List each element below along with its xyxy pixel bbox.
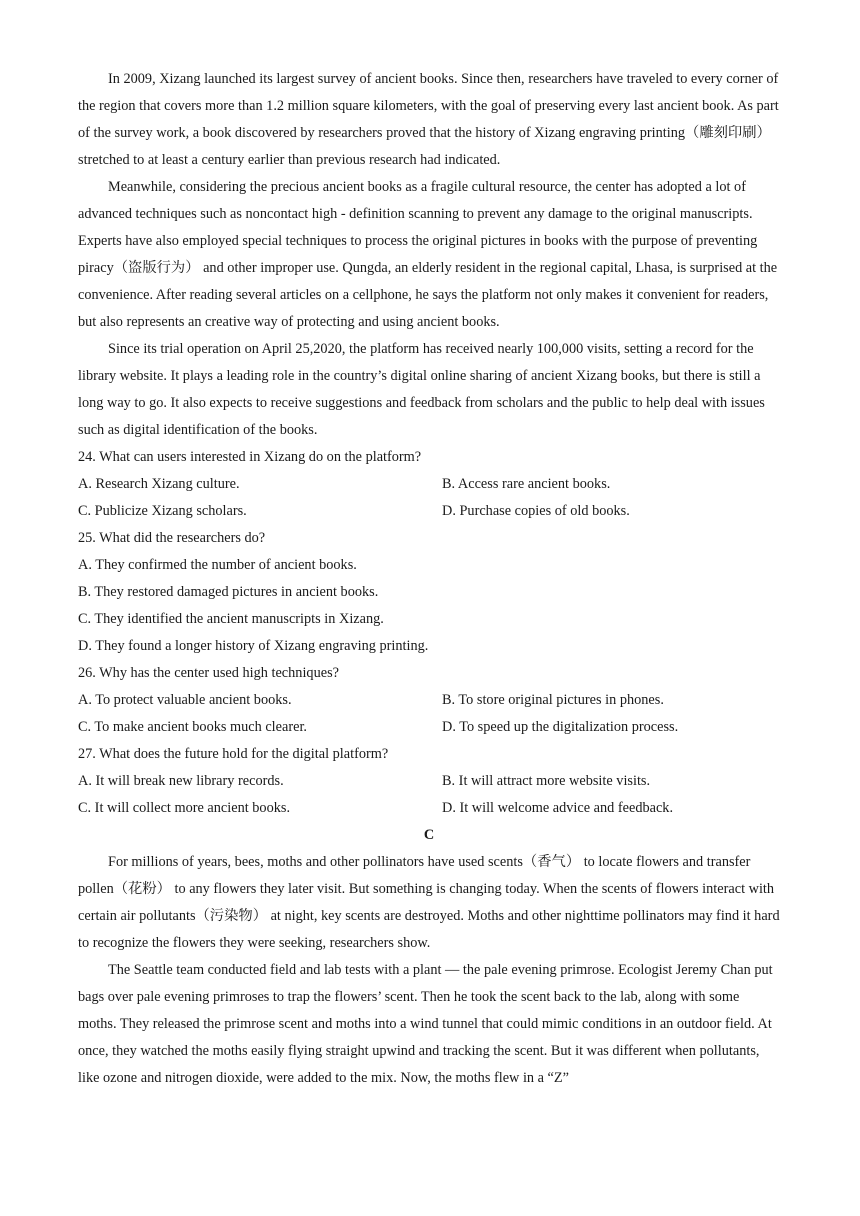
- option-b: B. It will attract more website visits.: [442, 773, 651, 789]
- passage-b-paragraph-3: Since its trial operation on April 25,2020, the platform has received nearly 100,000 visits, setting a record for the library website. It plays a leading role in the country’s digital online sharing of ancient Xizang books, but there is still a long way to go. It also expects to receive suggestions and feedback from scholars and the public to help deal with issues such as digital identification of the books.: [78, 341, 765, 438]
- option-row: [78, 768, 780, 795]
- option-a: A. To protect valuable ancient books.: [78, 692, 292, 708]
- option-d: D. To speed up the digitalization process.: [442, 719, 679, 735]
- option-b: B. Access rare ancient books.: [442, 476, 611, 492]
- option-c: C. It will collect more ancient books.: [78, 800, 291, 816]
- option-d: D. It will welcome advice and feedback.: [442, 800, 674, 816]
- question-25: [78, 525, 780, 660]
- passage-c-paragraph-1: For millions of years, bees, moths and other pollinators have used scents（香气） to locate flowers and transfer pollen（花粉） to any flowers they later visit. But something is changing today. When the scents of flowers interact with certain air pollutants（污染物） at night, key scents are destroyed. Moths and other nighttime pollinators may find it hard to recognize the flowers they were seeking, researchers show.: [78, 854, 780, 951]
- option-row: [78, 471, 780, 498]
- option-row: [78, 687, 780, 714]
- option-row: [78, 498, 780, 525]
- section-title: C: [423, 827, 435, 843]
- question-27: [78, 741, 780, 822]
- option-row: [78, 795, 780, 822]
- passage-b-paragraph-1: In 2009, Xizang launched its largest survey of ancient books. Since then, researchers have traveled to every corner of the region that covers more than 1.2 million square kilometers, with the goal of preserving every last ancient book. As part of the survey work, a book discovered by researchers proved that the history of Xizang engraving printing（雕刻印刷） stretched to at least a century earlier than previous research had indicated.: [78, 71, 779, 168]
- option-a: A. They confirmed the number of ancient books.: [78, 557, 357, 573]
- passage-c-paragraph-2: The Seattle team conducted field and lab tests with a plant — the pale evening primrose. Ecologist Jeremy Chan put bags over pale evening primroses to trap the flowers’ scent. Then he took the scent back to the lab, along with some moths. They released the primrose scent and moths into a wind tunnel that could mimic conditions in an outdoor field. At once, they watched the moths easily flying straight upwind and tracking the scent. But it was different when pollutants, like ozone and nitrogen dioxide, were added to the mix. Now, the moths flew in a “Z”: [78, 962, 773, 1086]
- question-stem: 27. What does the future hold for the digital platform?: [78, 746, 389, 762]
- question-stem: 25. What did the researchers do?: [78, 530, 266, 546]
- option-c: C. Publicize Xizang scholars.: [78, 503, 247, 519]
- question-24: [78, 444, 780, 525]
- question-26: [78, 660, 780, 741]
- passage-b: [78, 66, 780, 444]
- option-d: D. They found a longer history of Xizang engraving printing.: [78, 638, 429, 654]
- option-d: D. Purchase copies of old books.: [442, 503, 630, 519]
- option-row: [78, 714, 780, 741]
- option-b: B. To store original pictures in phones.: [442, 692, 664, 708]
- option-c: C. To make ancient books much clearer.: [78, 719, 308, 735]
- exam-page: [78, 66, 780, 1092]
- option-a: A. It will break new library records.: [78, 773, 284, 789]
- passage-b-paragraph-2: Meanwhile, considering the precious ancient books as a fragile cultural resource, the center has adopted a lot of advanced techniques such as noncontact high - definition scanning to prevent any damage to the original manuscripts. Experts have also employed special techniques to process the original pictures in books with the purpose of preventing piracy（盗版行为） and other improper use. Qungda, an elderly resident in the regional capital, Lhasa, is surprised at the convenience. After reading several articles on a cellphone, he says the platform not only makes it convenient for readers, but also represents an creative way of protecting and using ancient books.: [78, 179, 778, 330]
- passage-c: [78, 822, 780, 1092]
- option-b: B. They restored damaged pictures in ancient books.: [78, 584, 379, 600]
- option-c: C. They identified the ancient manuscripts in Xizang.: [78, 611, 384, 627]
- question-stem: 24. What can users interested in Xizang do on the platform?: [78, 449, 422, 465]
- option-a: A. Research Xizang culture.: [78, 476, 240, 492]
- question-stem: 26. Why has the center used high techniques?: [78, 665, 339, 681]
